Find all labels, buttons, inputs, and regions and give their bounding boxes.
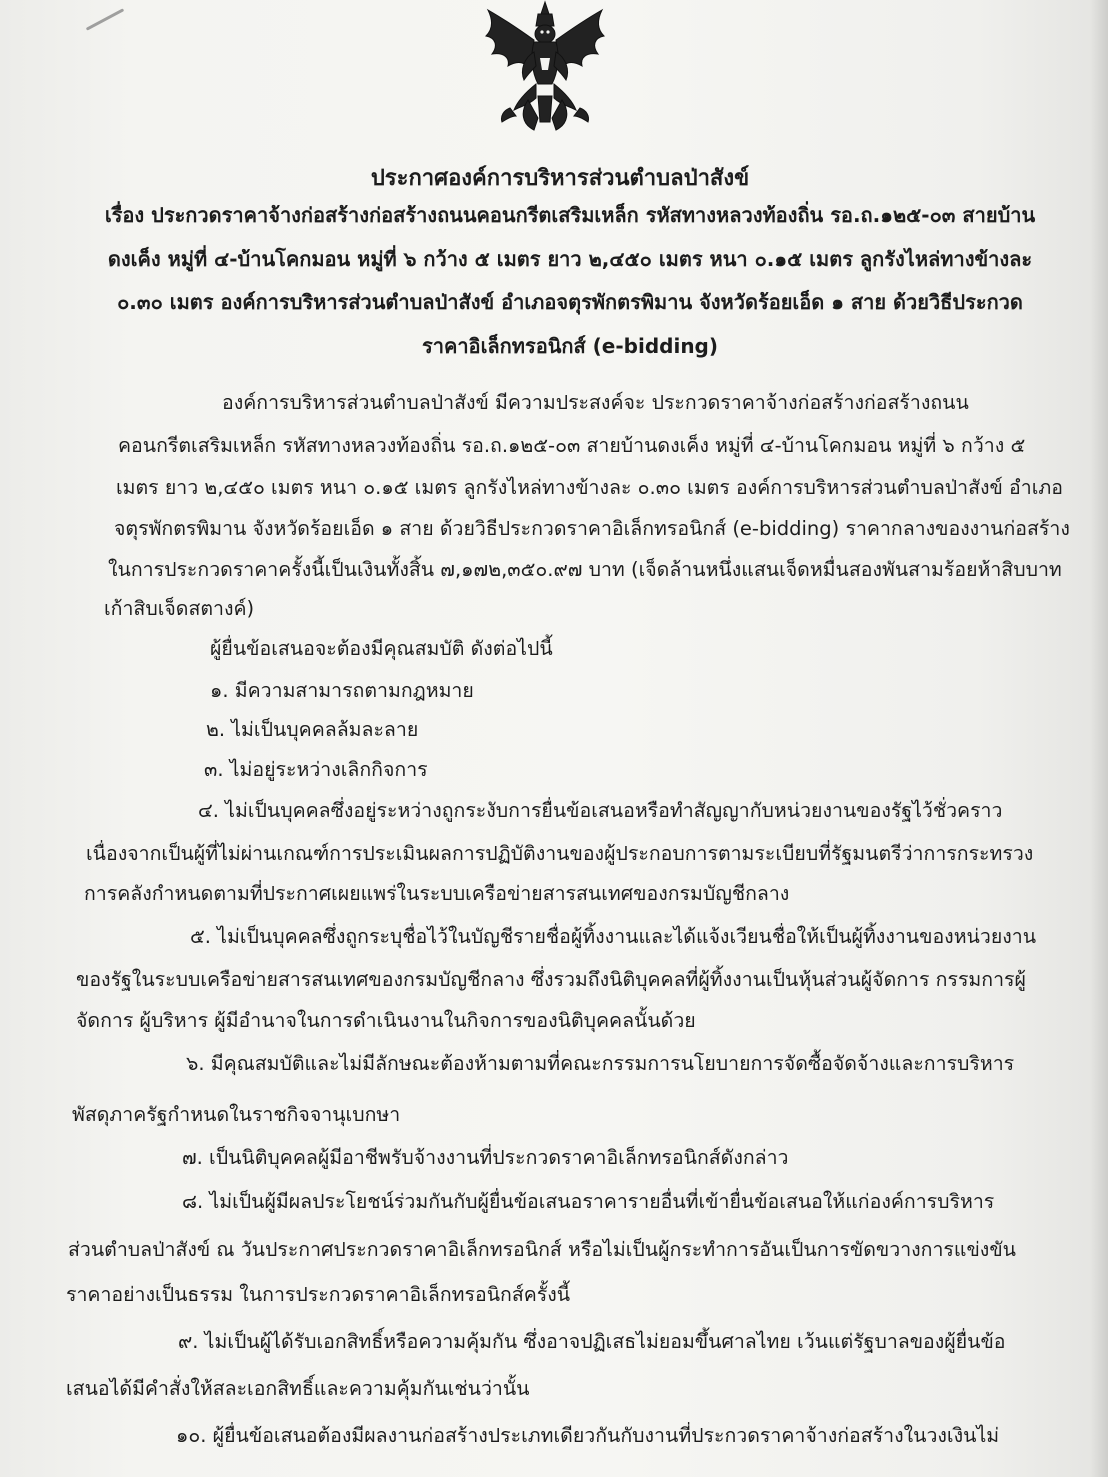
body-line: ส่วนตำบลป่าสังข์ ณ วันประกาศประกวดราคาอิเล็กทรอนิกส์ หรือไม่เป็นผู้กระทำการอันเป็นการขัดขวางการแข่งขัน [68,1238,1016,1261]
body-line: ๙. ไม่เป็นผู้ได้รับเอกสิทธิ์หรือความคุ้มกัน ซึ่งอาจปฏิเสธไม่ยอมขึ้นศาลไทย เว้นแต่รัฐบาลของผู้ยื่นข้อ [178,1330,1006,1353]
body-line: องค์การบริหารส่วนตำบลป่าสังข์ มีความประสงค์จะ ประกวดราคาจ้างก่อสร้างก่อสร้างถนน [222,391,969,414]
garuda-emblem-icon [480,0,610,136]
pen-mark [86,8,124,30]
page-edge-shadow [1090,0,1108,1477]
subject-line-4: ราคาอิเล็กทรอนิกส์ (e-bidding) [421,334,719,358]
body-line: ราคาอย่างเป็นธรรม ในการประกวดราคาอิเล็กทรอนิกส์ครั้งนี้ [66,1283,571,1306]
body-line: ของรัฐในระบบเครือข่ายสารสนเทศของกรมบัญชีกลาง ซึ่งรวมถึงนิติบุคคลที่ผู้ทิ้งงานเป็นหุ้นส่วนผู้จัดการ กรรมการผู้ [76,968,1026,991]
subject-line-2: ดงเค็ง หมู่ที่ ๔-บ้านโคกมอน หมู่ที่ ๖ กว้าง ๕ เมตร ยาว ๒,๔๕๐ เมตร หนา ๐.๑๕ เมตร ลูกรังไหล่ทางข้างละ [107,247,1033,271]
body-line: จตุรพักตรพิมาน จังหวัดร้อยเอ็ด ๑ สาย ด้วยวิธีประกวดราคาอิเล็กทรอนิกส์ (e-bidding) ราคากลางของงานก่อสร้าง [114,517,1070,540]
body-line: ๔. ไม่เป็นบุคคลซึ่งอยู่ระหว่างถูกระงับการยื่นข้อเสนอหรือทำสัญญากับหน่วยงานของรัฐไว้ชั่วคราว [198,799,1003,822]
body-line: ๑๐. ผู้ยื่นข้อเสนอต้องมีผลงานก่อสร้างประเภทเดียวกันกับงานที่ประกวดราคาจ้างก่อสร้างในวงเงินไม่ [176,1424,1000,1447]
announcement-title: ประกาศองค์การบริหารส่วนตำบลป่าสังข์ [370,166,750,191]
body-line: ๑. มีความสามารถตามกฎหมาย [210,679,474,702]
body-line: ผู้ยื่นข้อเสนอจะต้องมีคุณสมบัติ ดังต่อไปนี้ [210,637,553,660]
body-line: การคลังกำหนดตามที่ประกาศเผยแพร่ในระบบเครือข่ายสารสนเทศของกรมบัญชีกลาง [84,882,790,905]
body-line: เมตร ยาว ๒,๔๕๐ เมตร หนา ๐.๑๕ เมตร ลูกรังไหล่ทางข้างละ ๐.๓๐ เมตร องค์การบริหารส่วนตำบลป่าสังข์ อำเภอ [116,476,1063,499]
body-line: ในการประกวดราคาครั้งนี้เป็นเงินทั้งสิ้น ๗,๑๗๒,๓๕๐.๙๗ บาท (เจ็ดล้านหนึ่งแสนเจ็ดหมื่นสองพันสามร้อยห้าสิบบาท [108,558,1062,581]
body-line: ๒. ไม่เป็นบุคคลล้มละลาย [206,718,419,741]
body-line: ๕. ไม่เป็นบุคคลซึ่งถูกระบุชื่อไว้ในบัญชีรายชื่อผู้ทิ้งงานและได้แจ้งเวียนชื่อให้เป็นผู้ทิ้งงานของหน่วยงาน [190,925,1037,948]
body-line: ๖. มีคุณสมบัติและไม่มีลักษณะต้องห้ามตามที่คณะกรรมการนโยบายการจัดซื้อจัดจ้างและการบริหาร [186,1052,1015,1075]
body-line: จัดการ ผู้บริหาร ผู้มีอำนาจในการดำเนินงานในกิจการของนิติบุคคลนั้นด้วย [76,1009,696,1032]
body-line: พัสดุภาครัฐกำหนดในราชกิจจานุเบกษา [72,1103,401,1126]
body-line: ๗. เป็นนิติบุคคลผู้มีอาชีพรับจ้างงานที่ประกวดราคาอิเล็กทรอนิกส์ดังกล่าว [182,1146,789,1169]
body-line: คอนกรีตเสริมเหล็ก รหัสทางหลวงท้องถิ่น รอ.ถ.๑๒๕-๐๓ สายบ้านดงเค็ง หมู่ที่ ๔-บ้านโคกมอน หมู่ที่ ๖ กว้าง ๕ [118,434,1026,457]
body-line: เก้าสิบเจ็ดสตางค์) [104,597,255,620]
body-line: ๓. ไม่อยู่ระหว่างเลิกกิจการ [204,758,428,781]
body-line: เสนอได้มีคำสั่งให้สละเอกสิทธิ์และความคุ้มกันเช่นว่านั้น [66,1377,530,1400]
body-line: เนื่องจากเป็นผู้ที่ไม่ผ่านเกณฑ์การประเมินผลการปฏิบัติงานของผู้ประกอบการตามระเบียบที่รัฐมนตรีว่าการกระทรวง [86,842,1034,865]
subject-line-1: เรื่อง ประกวดราคาจ้างก่อสร้างก่อสร้างถนนคอนกรีตเสริมเหล็ก รหัสทางหลวงท้องถิ่น รอ.ถ.๑๒๕-๐๓ สายบ้าน [104,203,1036,227]
body-line: ๘. ไม่เป็นผู้มีผลประโยชน์ร่วมกันกับผู้ยื่นข้อเสนอราคารายอื่นที่เข้ายื่นข้อเสนอให้แก่องค์การบริหาร [182,1190,995,1213]
subject-line-3: ๐.๓๐ เมตร องค์การบริหารส่วนตำบลป่าสังข์ อำเภอจตุรพักตรพิมาน จังหวัดร้อยเอ็ด ๑ สาย ด้วยวิธีประกวด [117,290,1023,314]
